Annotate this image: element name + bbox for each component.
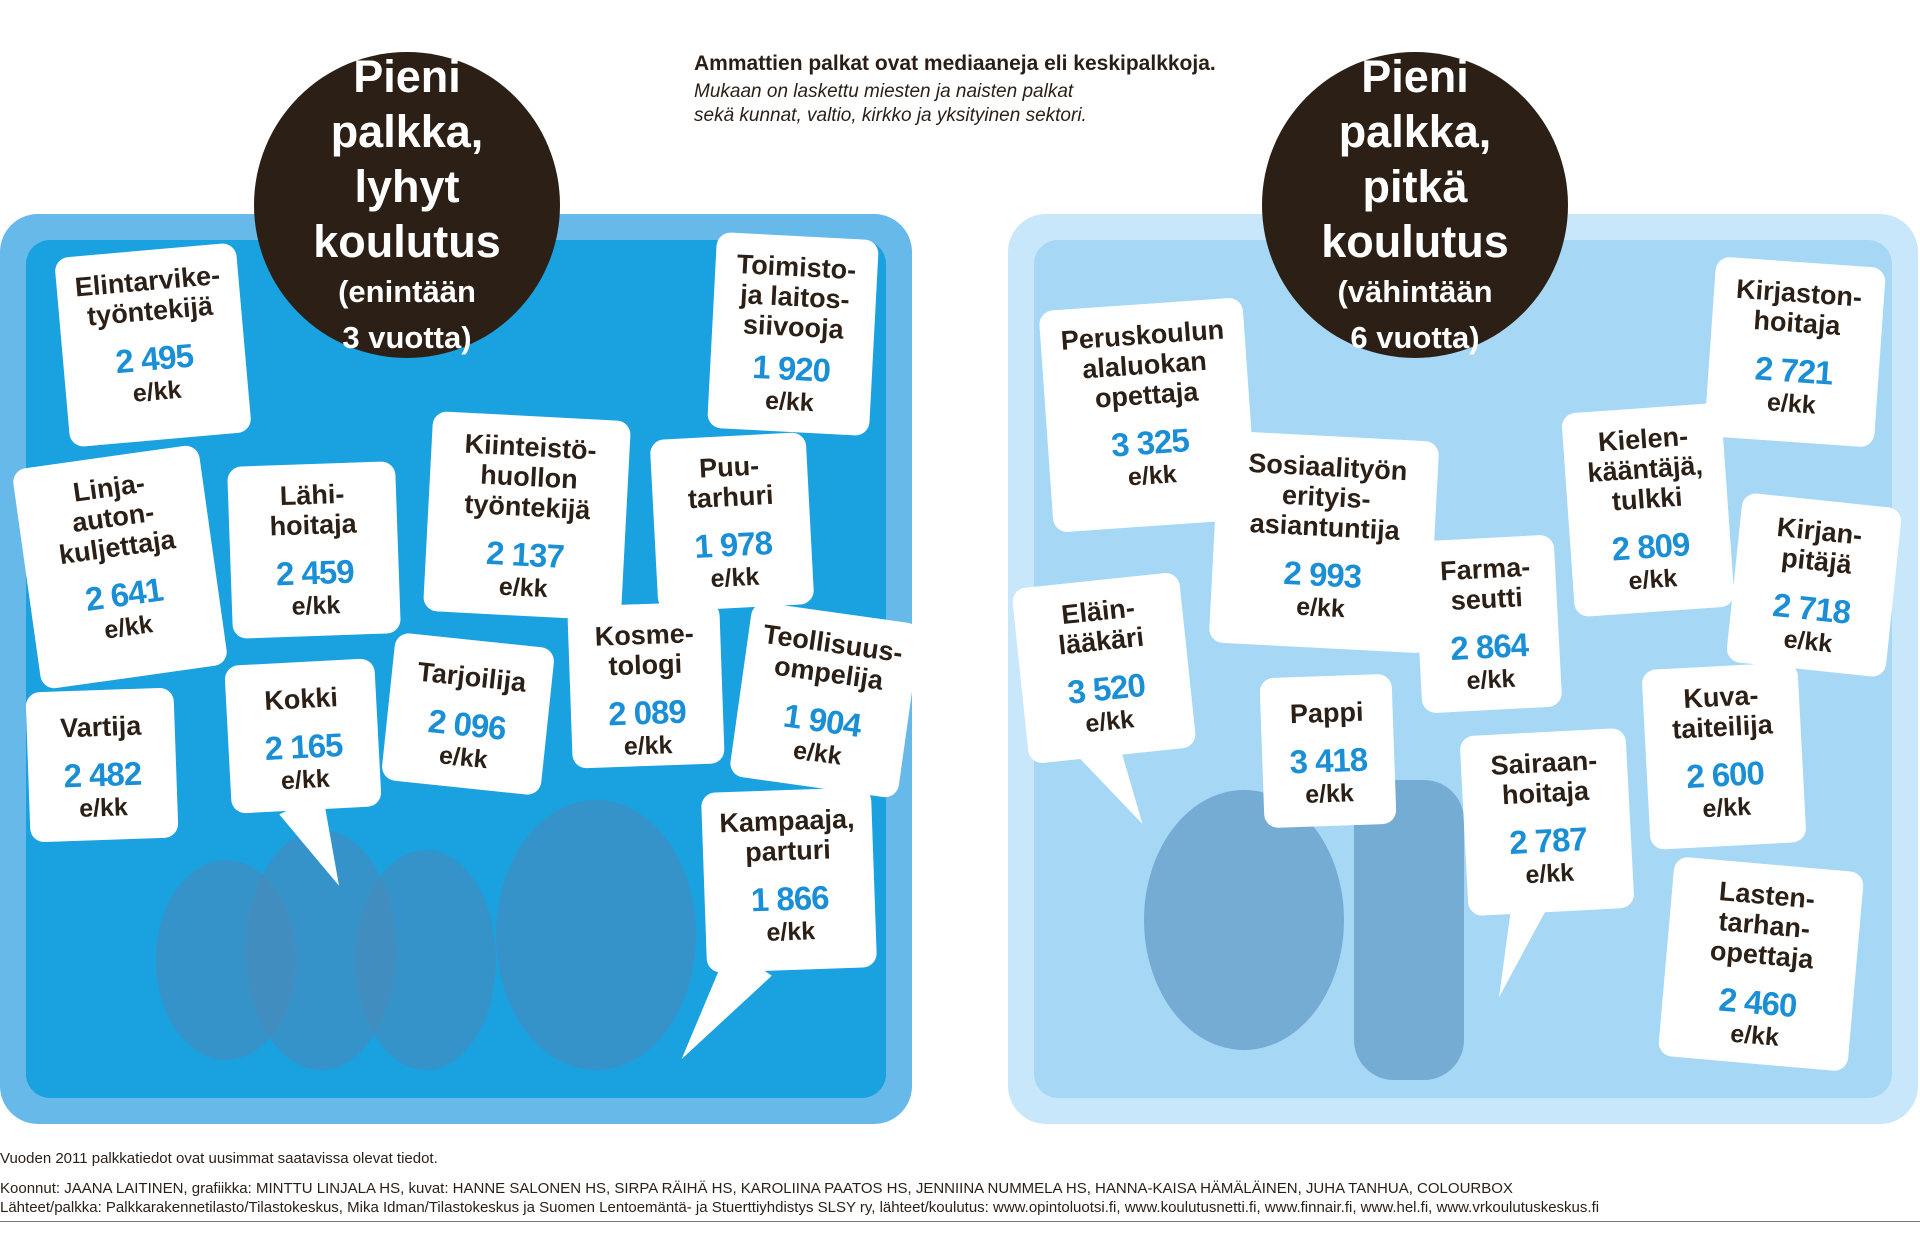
infographic-header [694,52,1314,128]
job-bubble [707,232,879,436]
job-name: Kuva- taiteilija [1671,680,1774,745]
job-salary-unit: e/kk [791,736,844,771]
job-salary: 2 809 [1610,525,1691,568]
job-name: Pappi [1289,696,1364,730]
job-salary: 2 787 [1508,819,1588,861]
job-salary: 3 418 [1288,740,1368,781]
header-subtitle-line2: sekä kunnat, valtio, kirkko ja yksityinen sektori. [694,105,1087,126]
job-salary: 2 993 [1282,553,1363,595]
job-name: Kirjaston- hoitaja [1735,273,1864,342]
job-salary: 2 482 [62,754,142,795]
right-group-title: Pieni palkka, pitkä koulutus [1321,51,1509,267]
job-salary-unit: e/kk [1782,625,1834,659]
job-name: Kokki [263,682,339,716]
nurse-photo [1354,780,1464,1080]
footer-sources: Lähteet/palkka: Palkkarakennetilasto/Tilastokeskus, Mika Idman/Tilastokeskus ja Suomen Lentoemäntä- ja Stuerttiyhdistys SLSY ry, lähteet/koulutus: www.opintoluotsi.fi, www.koulutusnetti.fi, www.finnair.fi, www.hel.fi, www.vrkoulutuskeskus.fi [0,1199,1600,1216]
job-salary: 3 520 [1065,665,1147,711]
job-name: Toimisto- ja laitos- siivooja [736,248,857,345]
job-salary: 1 978 [693,523,773,565]
job-salary-unit: e/kk [1524,858,1575,890]
job-salary-unit: e/kk [1126,460,1178,492]
job-salary-unit: e/kk [1304,779,1355,809]
job-bubble [1259,674,1396,829]
job-salary-unit: e/kk [498,572,549,604]
job-bubble [1726,492,1903,678]
veterinarian-photo [1144,790,1344,1050]
job-name: Sosiaalityön erityis- asiantuntija [1247,447,1409,546]
job-bubble [25,687,178,842]
job-bubble [650,432,815,612]
job-salary-unit: e/kk [1729,1019,1781,1052]
job-name: Puu- tarhuri [687,450,775,515]
job-salary: 2 459 [275,552,355,593]
job-bubble [423,411,631,621]
job-name: Kielen- kääntäjä, tulkki [1586,421,1704,517]
job-salary: 2 137 [485,533,565,575]
hairdresser-photo [496,800,696,1070]
job-name: Elintarvike- työntekijä [73,259,222,332]
job-bubble [729,601,922,799]
job-name: Tarjoilija [416,656,528,698]
job-name: Lähi- hoitaja [269,478,358,542]
job-salary: 2 089 [607,692,687,733]
job-salary-unit: e/kk [437,741,490,775]
job-bubble [11,444,228,690]
job-bubble [1011,572,1196,765]
job-name: Teollisuus- ompelija [761,618,905,696]
job-name: Lasten- tarhan- opettaja [1708,876,1817,975]
job-name: Linja- auton- kuljettaja [57,467,178,571]
job-name: Kiinteistö- huollon työntekijä [463,428,598,526]
job-bubble [1209,430,1440,653]
job-bubble [567,601,725,768]
job-salary-unit: e/kk [1766,388,1817,420]
job-name: Eläin- lääkäri [1057,592,1146,661]
job-salary-unit: e/kk [1083,705,1136,739]
right-group-subtitle: (vähintään 6 vuotta) [1337,274,1493,355]
job-salary: 2 641 [82,570,165,618]
job-salary: 2 864 [1449,625,1529,667]
job-salary-unit: e/kk [78,793,129,823]
job-bubble [224,658,382,814]
left-group-subtitle: (enintään 3 vuotta) [338,274,476,355]
header-title: Ammattien palkat ovat mediaaneja eli keskipalkkoja. [694,52,1216,75]
job-name: Peruskoulun alaluokan opettaja [1059,314,1226,414]
job-bubble [1658,856,1865,1072]
job-salary-unit: e/kk [1701,792,1752,824]
header-subtitle-line1: Mukaan on laskettu miesten ja naisten palkat [694,81,1074,102]
job-salary: 2 721 [1753,349,1834,392]
job-bubble [54,242,252,447]
job-name: Farma- seutti [1439,551,1531,616]
job-name: Sairaan- hoitaja [1489,745,1598,811]
left-group-circle [254,52,560,358]
job-salary-unit: e/kk [709,562,760,594]
job-salary: 2 600 [1685,753,1765,795]
job-name: Kampaaja, parturi [718,803,855,868]
job-salary: 1 920 [751,347,831,389]
job-salary: 2 495 [113,336,195,381]
job-salary-unit: e/kk [1627,564,1679,596]
job-salary-unit: e/kk [1295,592,1346,624]
job-salary-unit: e/kk [623,731,673,761]
job-salary-unit: e/kk [765,917,816,947]
job-salary: 1 866 [750,878,830,919]
job-bubble [1459,728,1634,916]
job-salary-unit: e/kk [764,386,815,418]
job-salary: 3 325 [1109,421,1190,464]
job-name: Kosme- tologi [594,618,695,682]
footer-note: Vuoden 2011 palkkatiedot ovat uusimmat saatavissa olevat tiedot. [0,1150,438,1167]
right-group-circle [1262,52,1568,358]
job-bubble [701,787,877,973]
job-salary-unit: e/kk [1465,664,1516,696]
job-salary-unit: e/kk [280,764,331,796]
job-name: Vartija [59,710,142,744]
footer-credits: Koonnut: JAANA LAITINEN, grafiikka: MINTTU LINJALA HS, kuvat: HANNE SALONEN HS, SIRPA RÄIHÄ HS, KAROLIINA PAATOS HS, JENNIINA NUMMELA HS, HANNA-KAISA HÄMÄLÄINEN, JUHA TANHUA, COLOURBOX [0,1180,1513,1197]
job-bubble [381,632,556,796]
job-salary: 2 096 [426,701,508,747]
job-salary: 2 165 [263,725,344,767]
job-salary-unit: e/kk [291,591,341,621]
job-name: Kirjan- pitäjä [1775,511,1864,580]
job-salary-unit: e/kk [102,610,155,645]
job-salary-unit: e/kk [131,375,183,408]
job-bubble [1641,662,1806,850]
job-bubble [1414,534,1563,713]
job-salary: 2 718 [1771,585,1853,631]
job-bubble [227,461,401,639]
job-bubble [1704,256,1886,447]
chef-photo [356,850,496,1070]
job-salary: 1 904 [781,696,864,745]
job-salary: 2 460 [1717,980,1798,1025]
left-group-title: Pieni palkka, lyhyt koulutus [313,51,501,267]
footer-divider [0,1221,1920,1222]
job-bubble [1561,403,1735,618]
